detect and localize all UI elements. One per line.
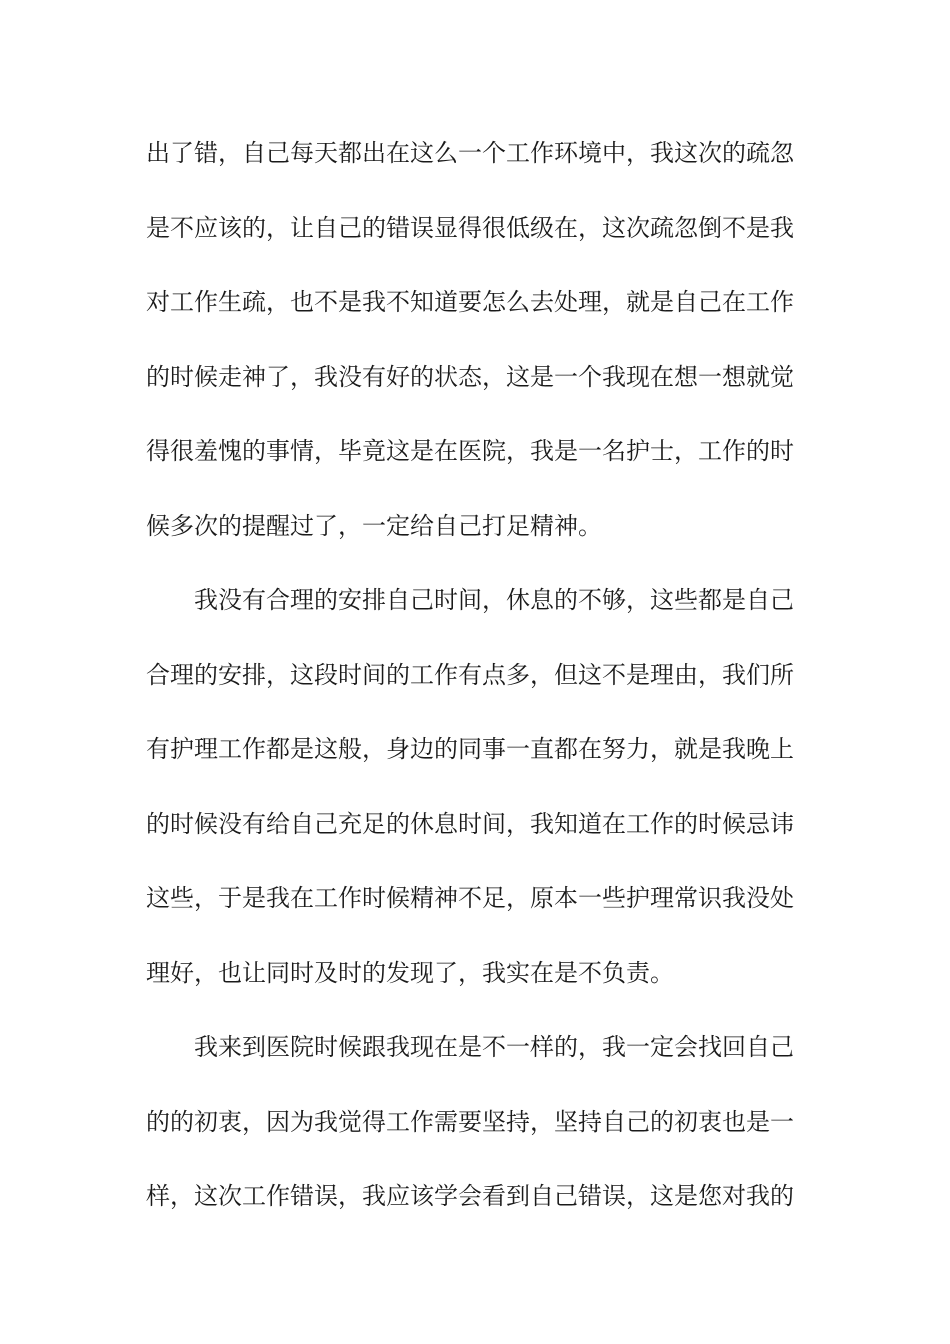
text-line: 样，这次工作错误，我应该学会看到自己错误，这是您对我的 <box>146 1182 794 1210</box>
text-line: 理好，也让同时及时的发现了，我实在是不负责。 <box>146 958 674 987</box>
text-line: 的时候走神了，我没有好的状态，这是一个我现在想一想就觉 <box>146 362 794 391</box>
paragraph-first-line: 我来到医院时候跟我现在是不一样的，我一定会找回自己 <box>194 1033 794 1061</box>
text-line: 是不应该的，让自己的错误显得很低级在，这次疏忽倒不是我 <box>146 213 794 242</box>
text-line: 候多次的提醒过了，一定给自己打足精神。 <box>146 511 602 540</box>
text-line: 得很羞愧的事情，毕竟这是在医院，我是一名护士，工作的时 <box>146 437 794 465</box>
text-line: 合理的安排，这段时间的工作有点多，但这不是理由，我们所 <box>146 660 794 689</box>
document-body <box>146 128 806 1246</box>
text-line: 的的初衷，因为我觉得工作需要坚持，坚持自己的初衷也是一 <box>146 1107 794 1136</box>
text-line: 的时候没有给自己充足的休息时间，我知道在工作的时候忌讳 <box>146 809 794 838</box>
text-line: 对工作生疏，也不是我不知道要怎么去处理，就是自己在工作 <box>146 288 794 316</box>
text-line: 这些，于是我在工作时候精神不足，原本一些护理常识我没处 <box>146 884 794 912</box>
paragraph-first-line: 我没有合理的安排自己时间，休息的不够，这些都是自己 <box>194 586 794 614</box>
text-line: 出了错，自己每天都出在这么一个工作环境中，我这次的疏忽 <box>146 139 794 167</box>
text-line: 有护理工作都是这般，身边的同事一直都在努力，就是我晚上 <box>146 735 794 763</box>
